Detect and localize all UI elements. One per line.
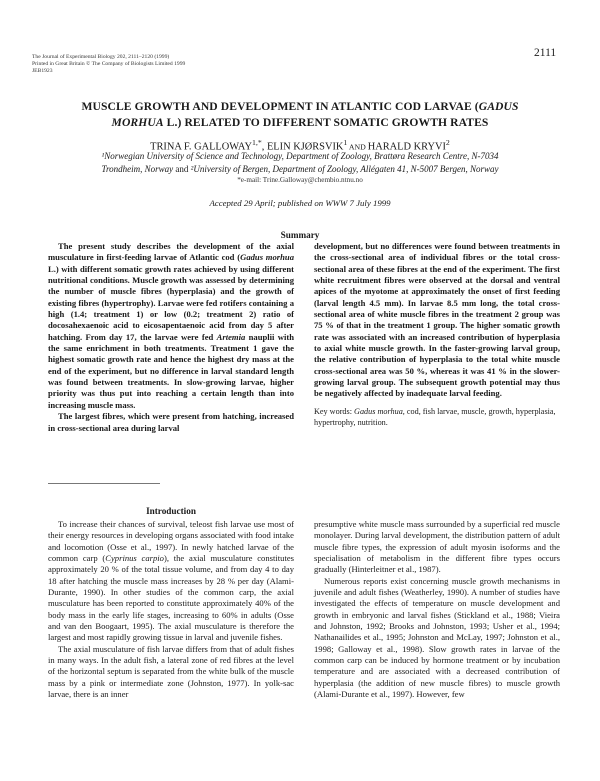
introduction-paragraph: presumptive white muscle mass surrounded by a superficial red muscle monolayer. During larval development, the distribution pattern of adult muscle fibre types, the expression of adult myosin isoforms and the specialisation of metabolism in the different fibre types occurs gradually (Hinterleitner et al., 1987). xyxy=(314,519,560,575)
introduction-right-column xyxy=(314,519,560,701)
author-separator: , xyxy=(261,141,267,153)
summary-paragraph: development, but no differences were found between treatments in the cross-sectional area of individual fibres or the total cross-sectional area of these fibres at the end of the experiment. The first white recruitment fibres were observed at the dorsal and ventral apices of the myotome at approximately the onset of first feeding (larval length 4.5 mm). In larvae 8.5 mm long, the total cross-sectional area of white muscle fibres in the treatment 2 group was 75 % of that in the treatment 1 group. The higher somatic growth rate was associated with an increased contribution of hyperplasia to axial white muscle growth. In the faster-growing larval group, the relative contribution of hyperplasia to the total white muscle cross-sectional area was 50 %, whereas it was 41 % in the slower-growing larval group. The subsequent growth potential may thus be negatively affected by inadequate larval feeding. xyxy=(314,241,560,399)
author-name: ELIN KJØRSVIK xyxy=(266,141,344,153)
accepted-date: Accepted 29 April; published on WWW 7 July 1999 xyxy=(209,198,391,208)
title-line-1: MUSCLE GROWTH AND DEVELOPMENT IN ATLANTIC COD LARVAE (GADUS xyxy=(81,100,519,113)
keywords-label: Key words: xyxy=(314,406,355,416)
introduction-paragraph: Numerous reports exist concerning muscle growth mechanisms in juvenile and adult fishes (Weatherley, 1990). A number of studies have investigated the effects of temperature on muscle development and growth in embryonic and larval fishes (Stickland et al., 1988; Vieira and Johnston, 1992; Brooks and Johnston, 1993; Usher et al., 1994; Nathanailides et al., 1995; Johnston and McLay, 1997; Johnston et al., 1998; Galloway et al., 1998). Slow growth rates in larvae of the common carp can be induced by hormone treatment or by incubation temperature and are associated with a decreased contribution of hyperplasia (the addition of new muscle fibres) to muscle growth (Alami-Durante et al., 1997). However, few xyxy=(314,575,560,700)
title-line-2: MORHUA L.) RELATED TO DIFFERENT SOMATIC GROWTH RATES xyxy=(111,116,489,129)
author-affiliation-mark: 2 xyxy=(445,138,450,147)
introduction-paragraph: To increase their chances of survival, teleost fish larvae use most of their energy resources in developing organs associated with food intake and locomotion (Osse et al., 1997). In newly hatched larvae of the common carp (Cyprinus carpio), the axial musculature constitutes approximately 20 % of the total tissue volume, and from day 4 to day 18 after hatching the muscle mass increases by 28 % per day (Alami-Durante, 1990). In other studies of the common carp, the axial musculature has been reported to constitute approximately 40% of the body mass in the early life stages, increasing to 60% in adults (Osse and van den Boogaart, 1995). The axial musculature is therefore the largest and most rapidly growing tissue in larval and juvenile fishes. xyxy=(48,519,294,643)
summary-paragraph: The present study describes the development of the axial musculature in first-feeding larvae of Atlantic cod (Gadus morhua L.) with different somatic growth rates achieved by using different nutritional conditions. Muscle growth was assessed by determining the number of muscle fibres (hyperplasia) and the growth of existing fibres (hypertrophy). Larvae were fed rotifers containing a high (1.4; treatment 1) or low (0.2; treatment 2) ratio of docosahexaenoic acid to eicosapentaenoic acid from day 5 after hatching. From day 17, the larvae were fed Artemia nauplii with the same enrichment in both treatments. Treatment 1 gave the highest somatic growth rate and hence the highest dry mass at the end of the experiment, but no difference in larval standard length was found between treatments. In slow-growing larvae, higher priority was thus put into reaching a certain length than into increasing muscle mass. xyxy=(48,241,294,410)
corresponding-email: *e-mail: Trine.Galloway@chembio.ntnu.no xyxy=(237,176,363,184)
affiliation-2: ²University of Bergen, Department of Zoology, Allégaten 41, N-5007 Bergen, Norway xyxy=(190,163,499,174)
summary-left-column xyxy=(48,241,294,434)
affiliation-and: and xyxy=(173,163,191,174)
summary-right-column xyxy=(314,241,560,428)
affiliation-1-city: Trondheim, Norway xyxy=(101,163,174,174)
keywords-list: , cod, fish larvae, muscle, growth, hyperplasia, hypertrophy, nutrition. xyxy=(314,406,556,427)
journal-code: JEB1923 xyxy=(32,68,53,74)
keywords xyxy=(314,406,560,428)
author-affiliation-mark: 1,* xyxy=(251,138,262,147)
author-and: AND xyxy=(347,142,368,152)
page-number: 2111 xyxy=(534,47,557,59)
journal-info xyxy=(32,54,272,75)
introduction-heading: Introduction xyxy=(146,506,196,516)
introduction-left-column xyxy=(48,519,294,701)
author-name: HARALD KRYVI xyxy=(367,141,446,153)
article-title xyxy=(40,99,560,131)
keywords-species: Gadus morhua xyxy=(354,406,403,416)
summary-paragraph: The largest fibres, which were present from hatching, increased in cross-sectional area during larval xyxy=(48,411,294,433)
journal-citation: The Journal of Experimental Biology 202, 2111–2120 (1999) xyxy=(32,54,170,60)
section-divider xyxy=(48,483,160,484)
author-affiliation-mark: 1 xyxy=(343,138,348,147)
journal-printed: Printed in Great Britain © The Company of Biologists Limited 1999 xyxy=(32,61,186,67)
introduction-paragraph: The axial musculature of fish larvae differs from that of adult fishes in many ways. In the adult fish, a lateral zone of red fibres at the level of the horizontal septum is separated from the white bulk of the muscle mass by a pink or intermediate zone (Johnston, 1977). In yolk-sac larvae, there is an inner xyxy=(48,643,294,700)
author-name: TRINA F. GALLOWAY xyxy=(150,141,252,153)
summary-heading: Summary xyxy=(280,230,320,240)
affiliation-1: ¹Norwegian University of Science and Technology, Department of Zoology, Brattøra Research Centre, N-7034 xyxy=(101,151,499,161)
affiliations xyxy=(40,150,560,175)
